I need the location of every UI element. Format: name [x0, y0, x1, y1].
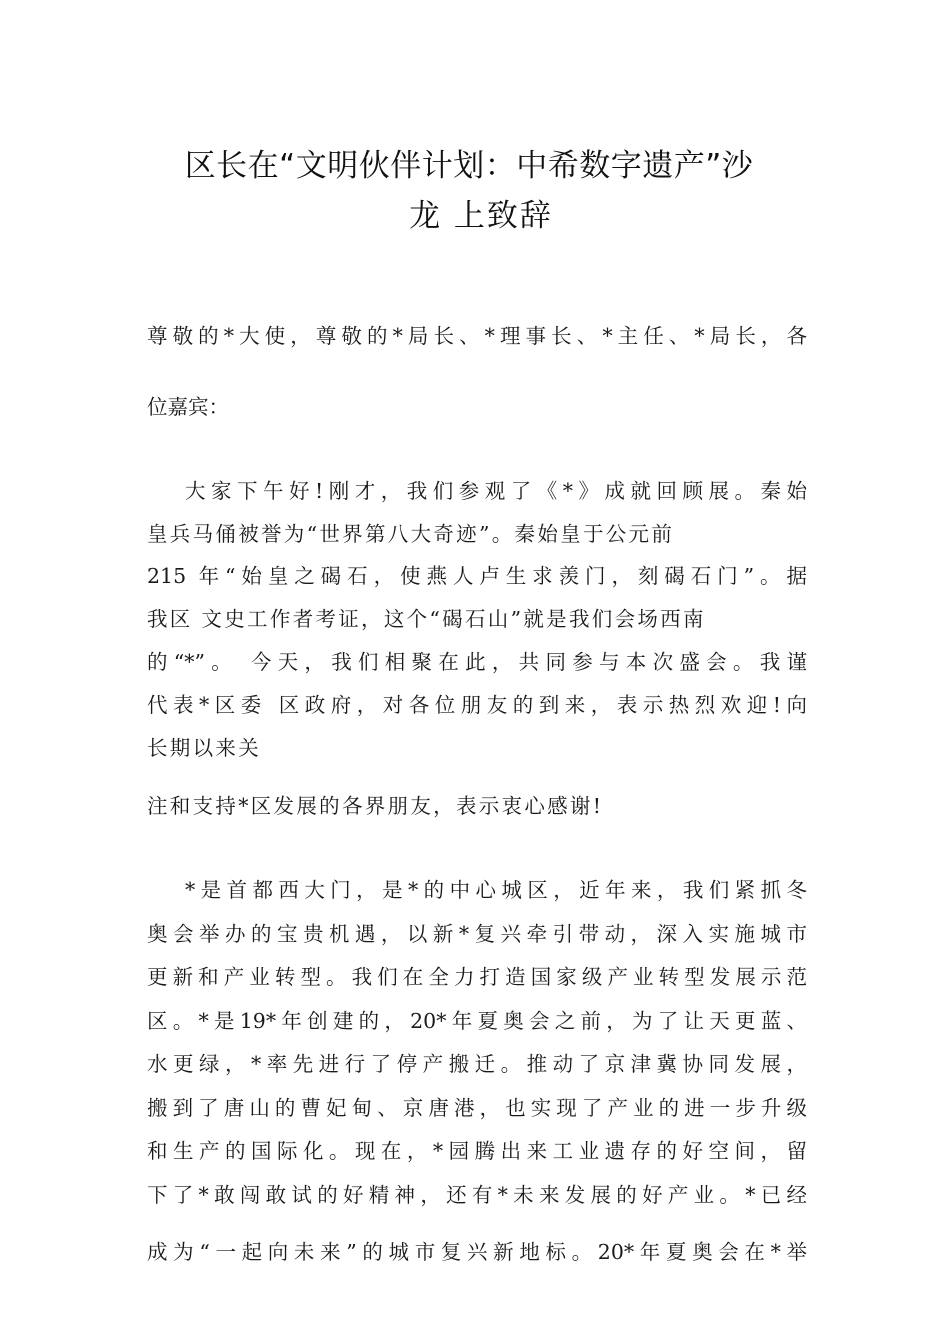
paragraph-line: 的“*”。 今天，我们相聚在此，共同参与本次盛会。我谨	[147, 650, 807, 674]
paragraph-line: 代表*区委 区政府，对各位朋友的到来，表示热烈欢迎!向	[147, 693, 807, 717]
paragraph-line: 区。*是19*年创建的，20*年夏奥会之前，为了让天更蓝、	[147, 1009, 807, 1033]
paragraph-line: 215 年“始皇之碣石，使燕人卢生求羡门，刻碣石门”。据	[147, 564, 807, 588]
document-title-line-1: 区长在“文明伙伴计划：中希数字遗产”沙	[184, 148, 754, 184]
paragraph-line: 下了*敢闯敢试的好精神，还有*未来发展的好产业。*已经	[147, 1183, 807, 1207]
paragraph-line: 水更绿，*率先进行了停产搬迁。推动了京津冀协同发展，	[147, 1052, 807, 1076]
paragraph-line: 成为“一起向未来”的城市复兴新地标。20*年夏奥会在*举	[147, 1240, 807, 1264]
greeting-line: 尊敬的*大使，尊敬的*局长、*理事长、*主任、*局长，各	[147, 324, 807, 348]
paragraph-line: 长期以来关	[147, 736, 261, 760]
paragraph-line: 更新和产业转型。我们在全力打造国家级产业转型发展示范	[147, 965, 807, 989]
paragraph-line: 大家下午好!刚才，我们参观了《*》成就回顾展。秦始	[185, 479, 807, 503]
document-title-line-2: 龙 上致辞	[409, 198, 553, 234]
paragraph-line: 注和支持*区发展的各界朋友，表示衷心感谢!	[147, 794, 604, 818]
paragraph-line: 我区 文史工作者考证，这个“碣石山”就是我们会场西南	[147, 607, 706, 631]
paragraph-line: 奥会举办的宝贵机遇，以新*复兴牵引带动，深入实施城市	[147, 922, 807, 946]
paragraph-line: *是首都西大门，是*的中心城区，近年来，我们紧抓冬	[185, 878, 807, 902]
paragraph-line: 和生产的国际化。现在，*园腾出来工业遗存的好空间，留	[147, 1139, 807, 1163]
paragraph-line: 搬到了唐山的曹妃甸、京唐港，也实现了产业的进一步升级	[147, 1096, 807, 1120]
paragraph-line: 皇兵马俑被誉为“世界第八大奇迹”。秦始皇于公元前	[147, 522, 675, 546]
greeting-line: 位嘉宾：	[147, 395, 229, 419]
